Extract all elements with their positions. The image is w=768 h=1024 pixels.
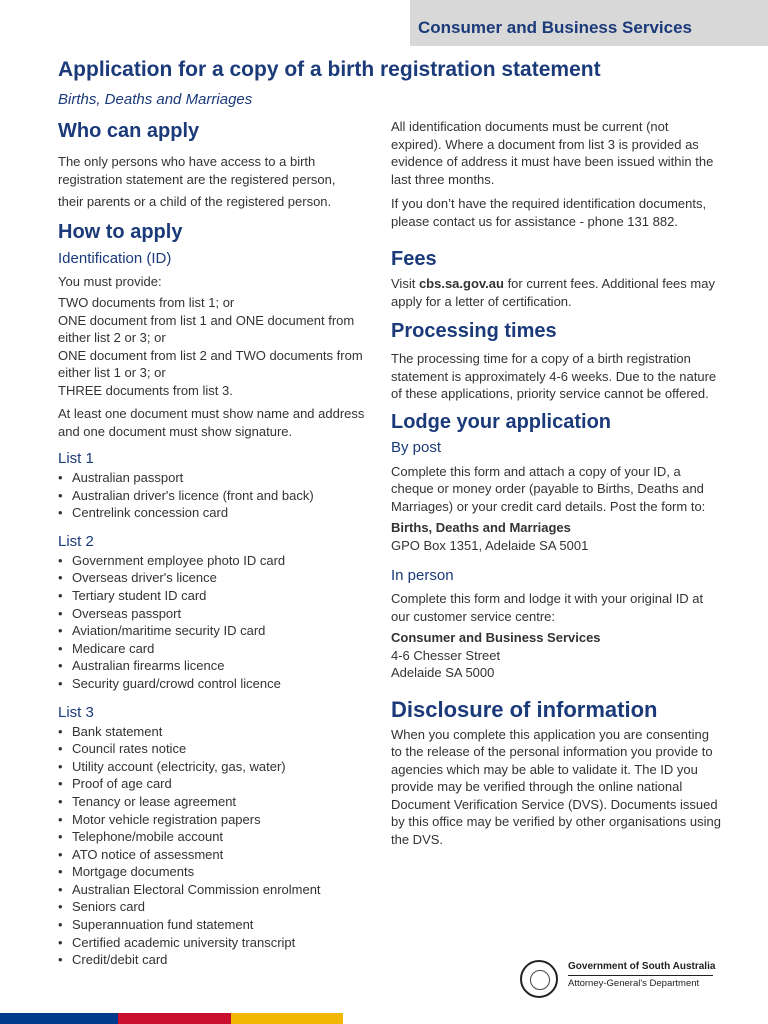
list-item: • Council rates notice [72,740,378,758]
state-seal-icon [520,960,558,998]
list-item: • Government employee photo ID card [72,552,378,570]
list-item: • Australian passport [72,469,378,487]
list-item: • Medicare card [72,640,378,658]
left-column [58,118,378,969]
list-item: • Overseas passport [72,605,378,623]
id-option: TWO documents from list 1; or [58,295,235,310]
list-item: • Bank statement [72,723,378,741]
who-can-apply-heading: Who can apply [58,120,200,142]
list-item: • Australian driver's licence (front and back) [72,487,378,505]
processing-text: The processing time for a copy of a birth registration statement is approximately 4-6 weeks. Due to the nature of these applications, priority service cannot be offered. [391,351,717,401]
header-org: Consumer and Business Services [418,18,693,37]
list-3-heading: List 3 [58,703,94,721]
disclosure-heading: Disclosure of information [391,696,658,722]
in-person-text: Complete this form and lodge it with your original ID at our customer service centre: [391,591,704,624]
document-subtitle: Births, Deaths and Marriages [58,91,253,108]
list-2-heading: List 2 [58,532,94,550]
list-item: • Aviation/maritime security ID card [72,622,378,640]
disclosure-text: When you complete this application you are consenting to the release of the personal information you provide to agencies which may be able to validate it. The ID you provide may be verified through the online national Document Verification Service (DVS). Documents issued by this office may be verified by other organisations using the DVS. [391,726,721,847]
list-item: • Utility account (electricity, gas, water) [72,758,378,776]
id-heading: Identification (ID) [58,249,172,267]
header-banner [410,0,768,46]
in-person-heading: In person [391,567,454,584]
footer-bar-blue [0,1013,118,1024]
id-option: ONE document from list 2 and TWO documents from either list 1 or 3; or [58,347,363,380]
list-1-heading: List 1 [58,450,94,467]
list-item: • Mortgage documents [72,863,378,881]
fees-rest: for current fees. Additional fees may apply for a letter of certification. [391,276,715,309]
list-item: • Overseas driver's licence [72,569,378,587]
government-logo [520,958,715,1000]
fees-text [391,275,721,310]
list-item: • Security guard/crowd control licence [72,675,378,693]
list-2 [58,552,378,693]
list-item: • Telephone/mobile account [72,828,378,846]
fees-heading: Fees [391,248,437,270]
list-item: • Proof of age card [72,775,378,793]
logo-divider [568,975,713,976]
right-column [391,118,721,848]
list-item: • Certified academic university transcript [72,934,378,952]
id-option: THREE documents from list 3. [58,382,233,398]
list-item: • ATO notice of assessment [72,846,378,864]
list-item: • Australian firearms licence [72,657,378,675]
id-options [58,294,378,399]
processing-heading: Processing times [391,320,557,342]
fees-website-link[interactable]: cbs.sa.gov.au [418,276,504,291]
who-can-apply-text-1: The only persons who have access to a birth registration statement are the registered person, [58,154,336,187]
post-address: GPO Box 1351, Adelaide SA 5001 [391,537,589,553]
no-docs-text: If you don’t have the required identification documents, please contact us for assistance - phone 131 882. [391,196,707,229]
who-can-apply-text-2: their parents or a child of the registered person. [58,194,332,209]
list-item: • Motor vehicle registration papers [72,811,378,829]
list-item: • Credit/debit card [72,951,378,969]
list-item: • Superannuation fund statement [72,916,378,934]
current-docs-text: All identification documents must be current (not expired). Where a document from list 3 is provided as evidence of address it must have been issued within the last three months. [391,119,714,187]
at-least-text: At least one document must show name and address and one document must show signature. [58,406,365,439]
footer-bar-red [118,1013,231,1024]
person-recipient: Consumer and Business Services [391,630,601,645]
fees-visit: Visit [391,276,419,291]
lodge-heading: Lodge your application [391,410,612,433]
document-title: Application for a copy of a birth registration statement [58,58,601,81]
logo-government-text: Government of South Australia [568,961,716,972]
list-item: • Australian Electoral Commission enrolment [72,881,378,899]
footer-bar-yellow [231,1013,343,1024]
by-post-heading: By post [391,438,442,456]
list-item: • Centrelink concession card [72,504,378,522]
list-3 [58,723,378,969]
id-option: ONE document from list 1 and ONE document from either list 2 or 3; or [58,312,355,345]
person-city: Adelaide SA 5000 [391,665,495,680]
must-provide-text: You must provide: [58,273,162,289]
how-to-apply-heading: How to apply [58,220,183,243]
list-item: • Seniors card [72,898,378,916]
person-street: 4-6 Chesser Street [391,647,501,663]
by-post-text: Complete this form and attach a copy of your ID, a cheque or money order (payable to Births, Deaths and Marriages) or your credit card details. Post the form to: [391,463,706,514]
list-1 [58,469,378,522]
list-item: • Tenancy or lease agreement [72,793,378,811]
list-item: • Tertiary student ID card [72,587,378,605]
logo-department-text: Attorney-General's Department [568,978,700,989]
post-recipient: Births, Deaths and Marriages [391,520,571,535]
